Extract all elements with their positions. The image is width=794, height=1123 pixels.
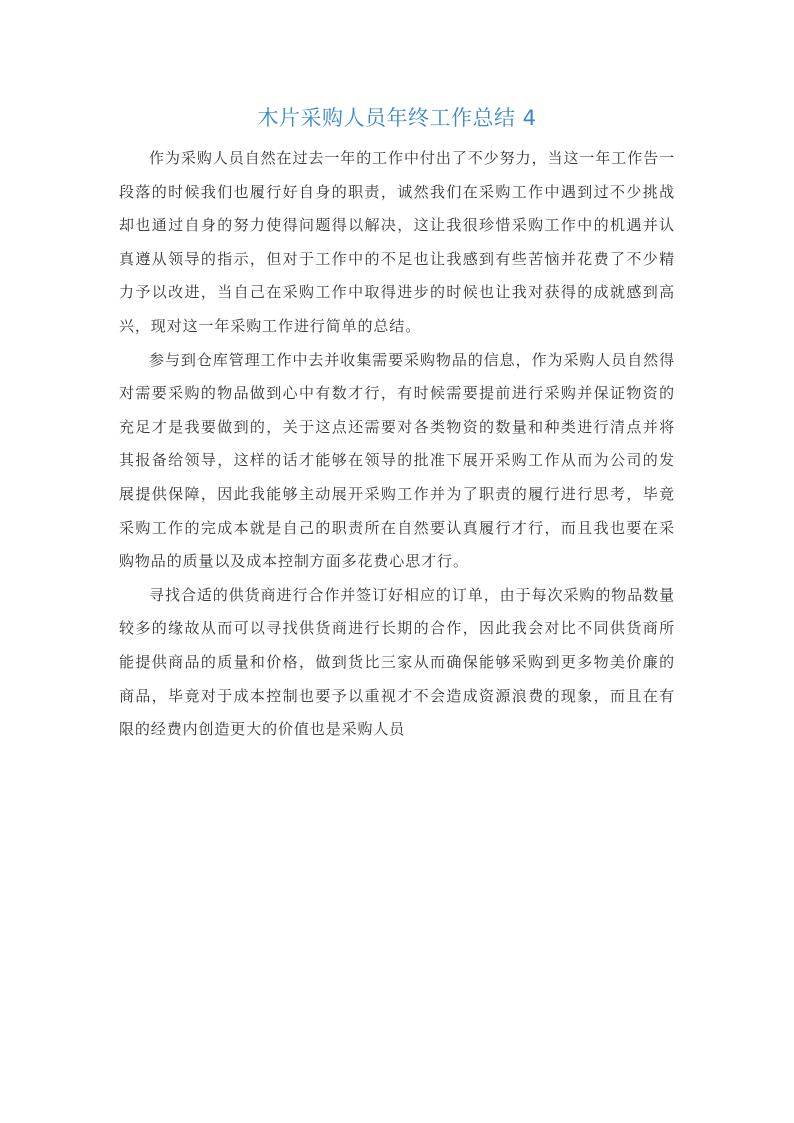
paragraph-1: 作为采购人员自然在过去一年的工作中付出了不少努力，当这一年工作告一段落的时候我们也履行好自身的职责，诚然我们在采购工作中遇到过不少挑战却也通过自身的努力使得问题得以解决，这让我很珍惜采购工作中的机遇并认真遵从领导的指示，但对于工作中的不足也让我感到有些苦恼并花费了不少精力予以改进，当自己在采购工作中取得进步的时候也让我对获得的成就感到高兴，现对这一年采购工作进行简单的总结。	[119, 149, 675, 335]
paragraph-3: 寻找合适的供货商进行合作并签订好相应的订单，由于每次采购的物品数量较多的缘故从而可以寻找供货商进行长期的合作，因此我会对比不同供货商所能提供商品的质量和价格，做到货比三家从而确保能够采购到更多物美价廉的商品，毕竟对于成本控制也要予以重视才不会造成资源浪费的现象，而且在有限的经费内创造更大的价值也是采购人员	[119, 585, 675, 739]
paragraph-2: 参与到仓库管理工作中去并收集需要采购物品的信息，作为采购人员自然得对需要采购的物品做到心中有数才行，有时候需要提前进行采购并保证物资的充足才是我要做到的，关于这点还需要对各类物资的数量和种类进行清点并将其报备给领导，这样的话才能够在领导的批准下展开采购工作从而为公司的发展提供保障，因此我能够主动展开采购工作并为了职责的履行进行思考，毕竟采购工作的完成本就是自己的职责所在自然要认真履行才行，而且我也要在采购物品的质量以及成本控制方面多花费心思才行。	[119, 350, 675, 571]
document-body	[119, 142, 675, 747]
document-title: 木片采购人员年终工作总结 4	[257, 106, 537, 130]
